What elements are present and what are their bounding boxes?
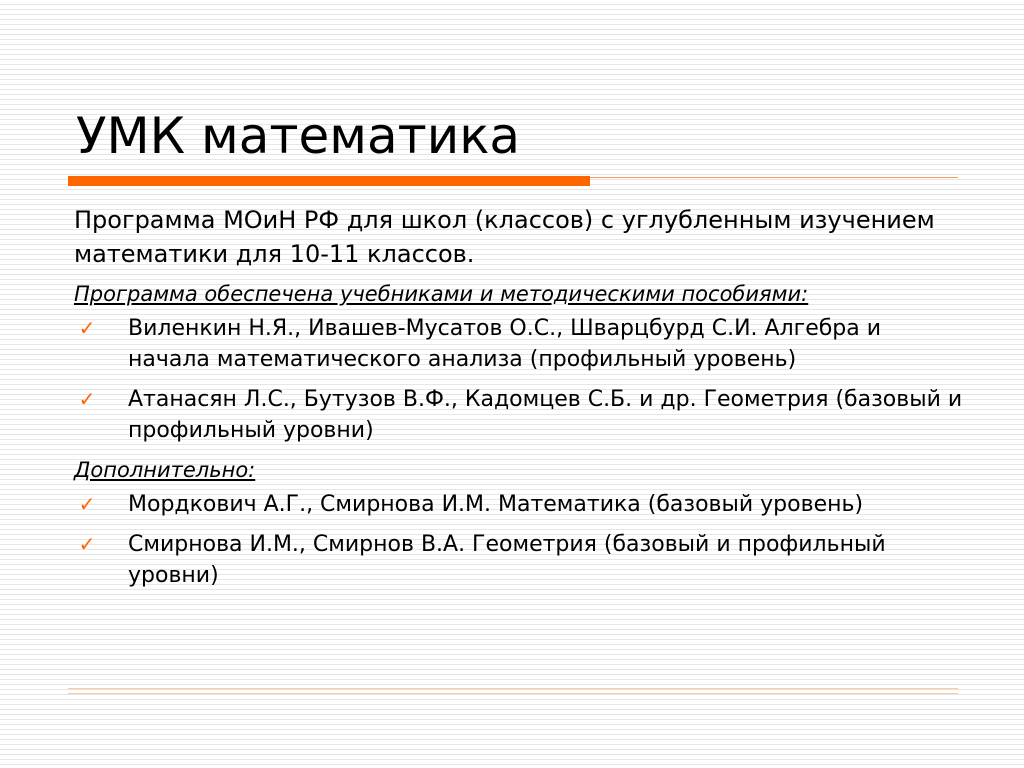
intro-paragraph: Программа МОиН РФ для школ (классов) с углубленным изучением математики для 10-11 классов. bbox=[74, 206, 935, 268]
title-underline-accent bbox=[68, 176, 590, 186]
checkmark-icon: ✓ bbox=[78, 532, 96, 556]
list-item bbox=[74, 529, 964, 591]
list-item bbox=[74, 384, 964, 446]
list-item bbox=[74, 313, 964, 375]
checkmark-icon: ✓ bbox=[78, 387, 96, 411]
list-item-text: Смирнова И.М., Смирнов В.А. Геометрия (базовый и профильный уровни) bbox=[128, 532, 886, 588]
slide-body bbox=[74, 203, 964, 600]
list-item-text: Атанасян Л.С., Бутузов В.Ф., Кадомцев С.Б. и др. Геометрия (базовый и профильный уровни) bbox=[128, 387, 963, 443]
checkmark-icon: ✓ bbox=[78, 492, 96, 516]
section-heading-textbooks: Программа обеспечена учебниками и методическими пособиями: bbox=[74, 282, 809, 306]
footer-rule-lower bbox=[68, 693, 958, 694]
textbook-list bbox=[74, 313, 964, 446]
list-item bbox=[74, 489, 964, 520]
checkmark-icon: ✓ bbox=[78, 316, 96, 340]
list-item-text: Виленкин Н.Я., Ивашев-Мусатов О.С., Шварцбурд С.И. Алгебра и начала математического анализа (профильный уровень) bbox=[128, 316, 882, 372]
footer-rule-upper bbox=[68, 688, 958, 689]
title-underline-thin bbox=[590, 177, 958, 178]
section-heading-additional: Дополнительно: bbox=[74, 458, 256, 482]
additional-list bbox=[74, 489, 964, 591]
list-item-text: Мордкович А.Г., Смирнова И.М. Математика (базовый уровень) bbox=[128, 492, 864, 517]
slide-title: УМК математика bbox=[76, 107, 521, 165]
